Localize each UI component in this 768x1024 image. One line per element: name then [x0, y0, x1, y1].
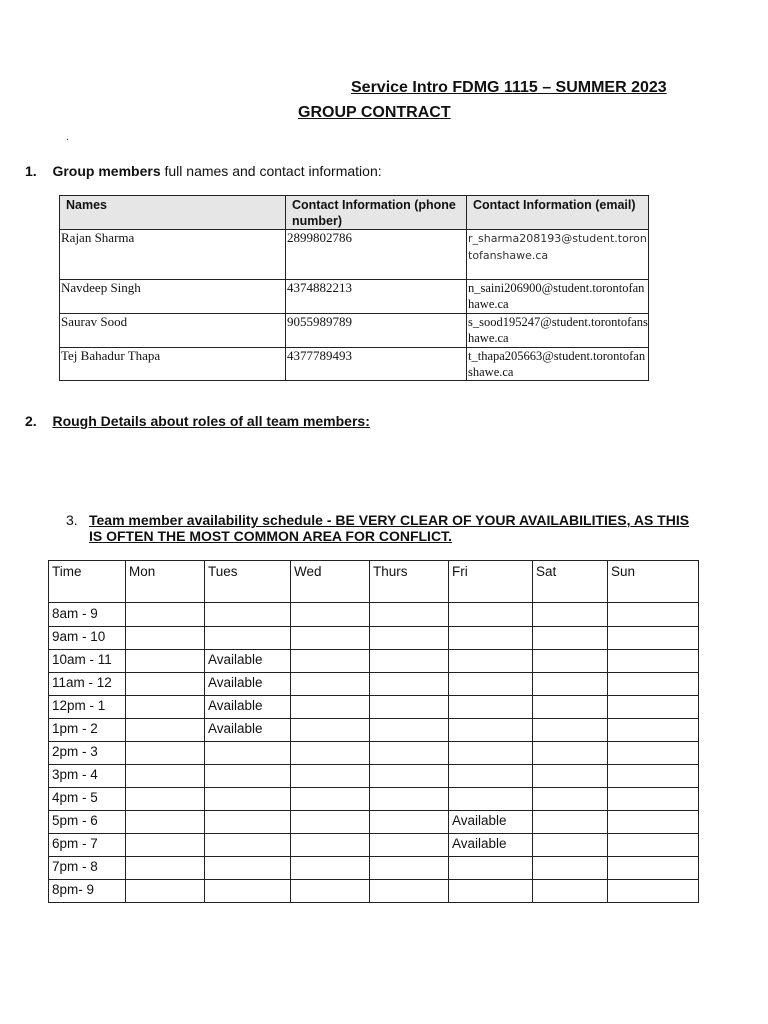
table-row [49, 857, 699, 880]
section-1-heading [25, 163, 382, 179]
schedule-header-cell: Time [49, 561, 126, 603]
member-email: t_thapa205663@student.torontofanshawe.ca [467, 348, 649, 381]
schedule-cell [449, 696, 533, 719]
member-name: Tej Bahadur Thapa [60, 348, 286, 381]
members-header-names: Names [60, 196, 286, 230]
schedule-cell [449, 857, 533, 880]
schedule-cell [533, 788, 608, 811]
schedule-header-row [49, 561, 699, 603]
schedule-cell [291, 765, 370, 788]
schedule-cell [608, 742, 699, 765]
schedule-cell [608, 603, 699, 627]
member-name: Saurav Sood [60, 314, 286, 348]
members-table [59, 195, 649, 381]
schedule-header-cell: Fri [449, 561, 533, 603]
members-header-row [60, 196, 649, 230]
table-row [49, 719, 699, 742]
stray-mark: . [66, 131, 70, 143]
schedule-cell [370, 857, 449, 880]
schedule-time-cell: 11am - 12 [49, 673, 126, 696]
members-header-email: Contact Information (email) [467, 196, 649, 230]
schedule-cell [608, 719, 699, 742]
schedule-cell [370, 719, 449, 742]
schedule-header-cell: Wed [291, 561, 370, 603]
schedule-cell [533, 719, 608, 742]
schedule-cell [608, 880, 699, 903]
schedule-cell [291, 742, 370, 765]
schedule-cell [291, 857, 370, 880]
table-row [60, 348, 649, 381]
schedule-cell [533, 696, 608, 719]
schedule-cell [291, 603, 370, 627]
document-title: GROUP CONTRACT [298, 104, 451, 121]
table-row [60, 314, 649, 348]
schedule-cell [126, 811, 205, 834]
schedule-cell [205, 627, 291, 650]
schedule-header-cell: Tues [205, 561, 291, 603]
section-1-number: 1. [25, 163, 37, 179]
course-title: Service Intro FDMG 1115 – SUMMER 2023 [351, 79, 667, 96]
schedule-time-cell: 8pm- 9 [49, 880, 126, 903]
schedule-cell [533, 811, 608, 834]
table-row [49, 673, 699, 696]
section-1-label: full names and contact information: [160, 163, 382, 179]
schedule-cell [126, 880, 205, 903]
schedule-cell [370, 811, 449, 834]
schedule-cell [533, 742, 608, 765]
schedule-cell [205, 742, 291, 765]
schedule-cell [449, 603, 533, 627]
member-email: s_sood195247@student.torontofanshawe.ca [467, 314, 649, 348]
member-email: n_saini206900@student.torontofanhawe.ca [467, 280, 649, 314]
schedule-cell [126, 696, 205, 719]
schedule-cell [291, 673, 370, 696]
schedule-time-cell: 10am - 11 [49, 650, 126, 673]
schedule-cell [449, 765, 533, 788]
schedule-cell [449, 627, 533, 650]
section-2-label: Rough Details about roles of all team members: [52, 413, 370, 429]
schedule-time-cell: 5pm - 6 [49, 811, 126, 834]
schedule-time-cell: 8am - 9 [49, 603, 126, 627]
schedule-cell [126, 742, 205, 765]
schedule-cell [608, 765, 699, 788]
schedule-cell: Available [449, 811, 533, 834]
schedule-cell [126, 719, 205, 742]
schedule-cell [126, 857, 205, 880]
section-3-line-2: IS OFTEN THE MOST COMMON AREA FOR CONFLICT. [89, 528, 452, 544]
schedule-cell [370, 650, 449, 673]
schedule-cell [126, 765, 205, 788]
schedule-cell [126, 627, 205, 650]
schedule-cell [291, 627, 370, 650]
schedule-cell [370, 834, 449, 857]
schedule-cell [449, 673, 533, 696]
schedule-cell [608, 857, 699, 880]
schedule-cell [533, 765, 608, 788]
schedule-cell [126, 788, 205, 811]
table-row [49, 696, 699, 719]
member-name: Navdeep Singh [60, 280, 286, 314]
schedule-cell [533, 650, 608, 673]
schedule-cell [126, 650, 205, 673]
schedule-header-cell: Thurs [370, 561, 449, 603]
schedule-cell: Available [205, 673, 291, 696]
schedule-cell: Available [205, 696, 291, 719]
table-row [60, 280, 649, 314]
schedule-time-cell: 12pm - 1 [49, 696, 126, 719]
members-header-phone: Contact Information (phone number) [286, 196, 467, 230]
section-3-heading [89, 512, 689, 544]
schedule-cell [608, 834, 699, 857]
schedule-cell [449, 650, 533, 673]
member-name: Rajan Sharma [60, 230, 286, 280]
schedule-cell [370, 696, 449, 719]
schedule-cell [608, 811, 699, 834]
table-row [49, 603, 699, 627]
schedule-cell [291, 788, 370, 811]
schedule-cell: Available [205, 650, 291, 673]
section-3-number: 3. [66, 512, 78, 528]
member-email: r_sharma208193@student.torontofanshawe.ca [467, 230, 649, 280]
schedule-cell [205, 880, 291, 903]
table-row [49, 788, 699, 811]
schedule-cell: Available [449, 834, 533, 857]
schedule-cell [370, 880, 449, 903]
table-row [49, 627, 699, 650]
schedule-time-cell: 6pm - 7 [49, 834, 126, 857]
schedule-cell [533, 857, 608, 880]
schedule-cell [370, 742, 449, 765]
schedule-cell [533, 627, 608, 650]
member-phone: 2899802786 [286, 230, 467, 280]
schedule-cell [449, 880, 533, 903]
schedule-cell [205, 765, 291, 788]
schedule-time-cell: 4pm - 5 [49, 788, 126, 811]
availability-schedule-table [48, 560, 699, 903]
schedule-header-cell: Sat [533, 561, 608, 603]
schedule-time-cell: 1pm - 2 [49, 719, 126, 742]
table-row [60, 230, 649, 280]
schedule-cell [205, 603, 291, 627]
schedule-cell [205, 834, 291, 857]
section-3-line-1: Team member availability schedule - BE VERY CLEAR OF YOUR AVAILABILITIES, AS THIS [89, 512, 690, 528]
schedule-time-cell: 7pm - 8 [49, 857, 126, 880]
schedule-cell [370, 627, 449, 650]
section-1-bold-label: Group members [52, 163, 161, 179]
schedule-cell [291, 811, 370, 834]
schedule-cell [205, 857, 291, 880]
schedule-cell [126, 834, 205, 857]
schedule-time-cell: 2pm - 3 [49, 742, 126, 765]
schedule-cell [449, 719, 533, 742]
table-row [49, 765, 699, 788]
table-row [49, 834, 699, 857]
schedule-time-cell: 3pm - 4 [49, 765, 126, 788]
schedule-cell [533, 834, 608, 857]
schedule-cell [126, 603, 205, 627]
schedule-cell [291, 834, 370, 857]
schedule-cell [370, 765, 449, 788]
table-row [49, 811, 699, 834]
schedule-cell [608, 673, 699, 696]
schedule-cell: Available [205, 719, 291, 742]
section-2-heading [25, 413, 370, 429]
schedule-cell [370, 673, 449, 696]
schedule-cell [608, 788, 699, 811]
member-phone: 4374882213 [286, 280, 467, 314]
schedule-cell [608, 650, 699, 673]
schedule-cell [291, 880, 370, 903]
schedule-cell [126, 673, 205, 696]
schedule-cell [291, 650, 370, 673]
schedule-header-cell: Mon [126, 561, 205, 603]
schedule-cell [370, 603, 449, 627]
schedule-cell [533, 880, 608, 903]
schedule-cell [533, 673, 608, 696]
schedule-cell [608, 627, 699, 650]
schedule-cell [291, 696, 370, 719]
schedule-cell [205, 788, 291, 811]
table-row [49, 742, 699, 765]
member-phone: 4377789493 [286, 348, 467, 381]
schedule-cell [608, 696, 699, 719]
schedule-cell [370, 788, 449, 811]
schedule-cell [449, 742, 533, 765]
member-phone: 9055989789 [286, 314, 467, 348]
section-2-number: 2. [25, 413, 37, 429]
schedule-cell [449, 788, 533, 811]
table-row [49, 650, 699, 673]
table-row [49, 880, 699, 903]
schedule-cell [291, 719, 370, 742]
schedule-cell [533, 603, 608, 627]
schedule-time-cell: 9am - 10 [49, 627, 126, 650]
schedule-cell [205, 811, 291, 834]
schedule-header-cell: Sun [608, 561, 699, 603]
